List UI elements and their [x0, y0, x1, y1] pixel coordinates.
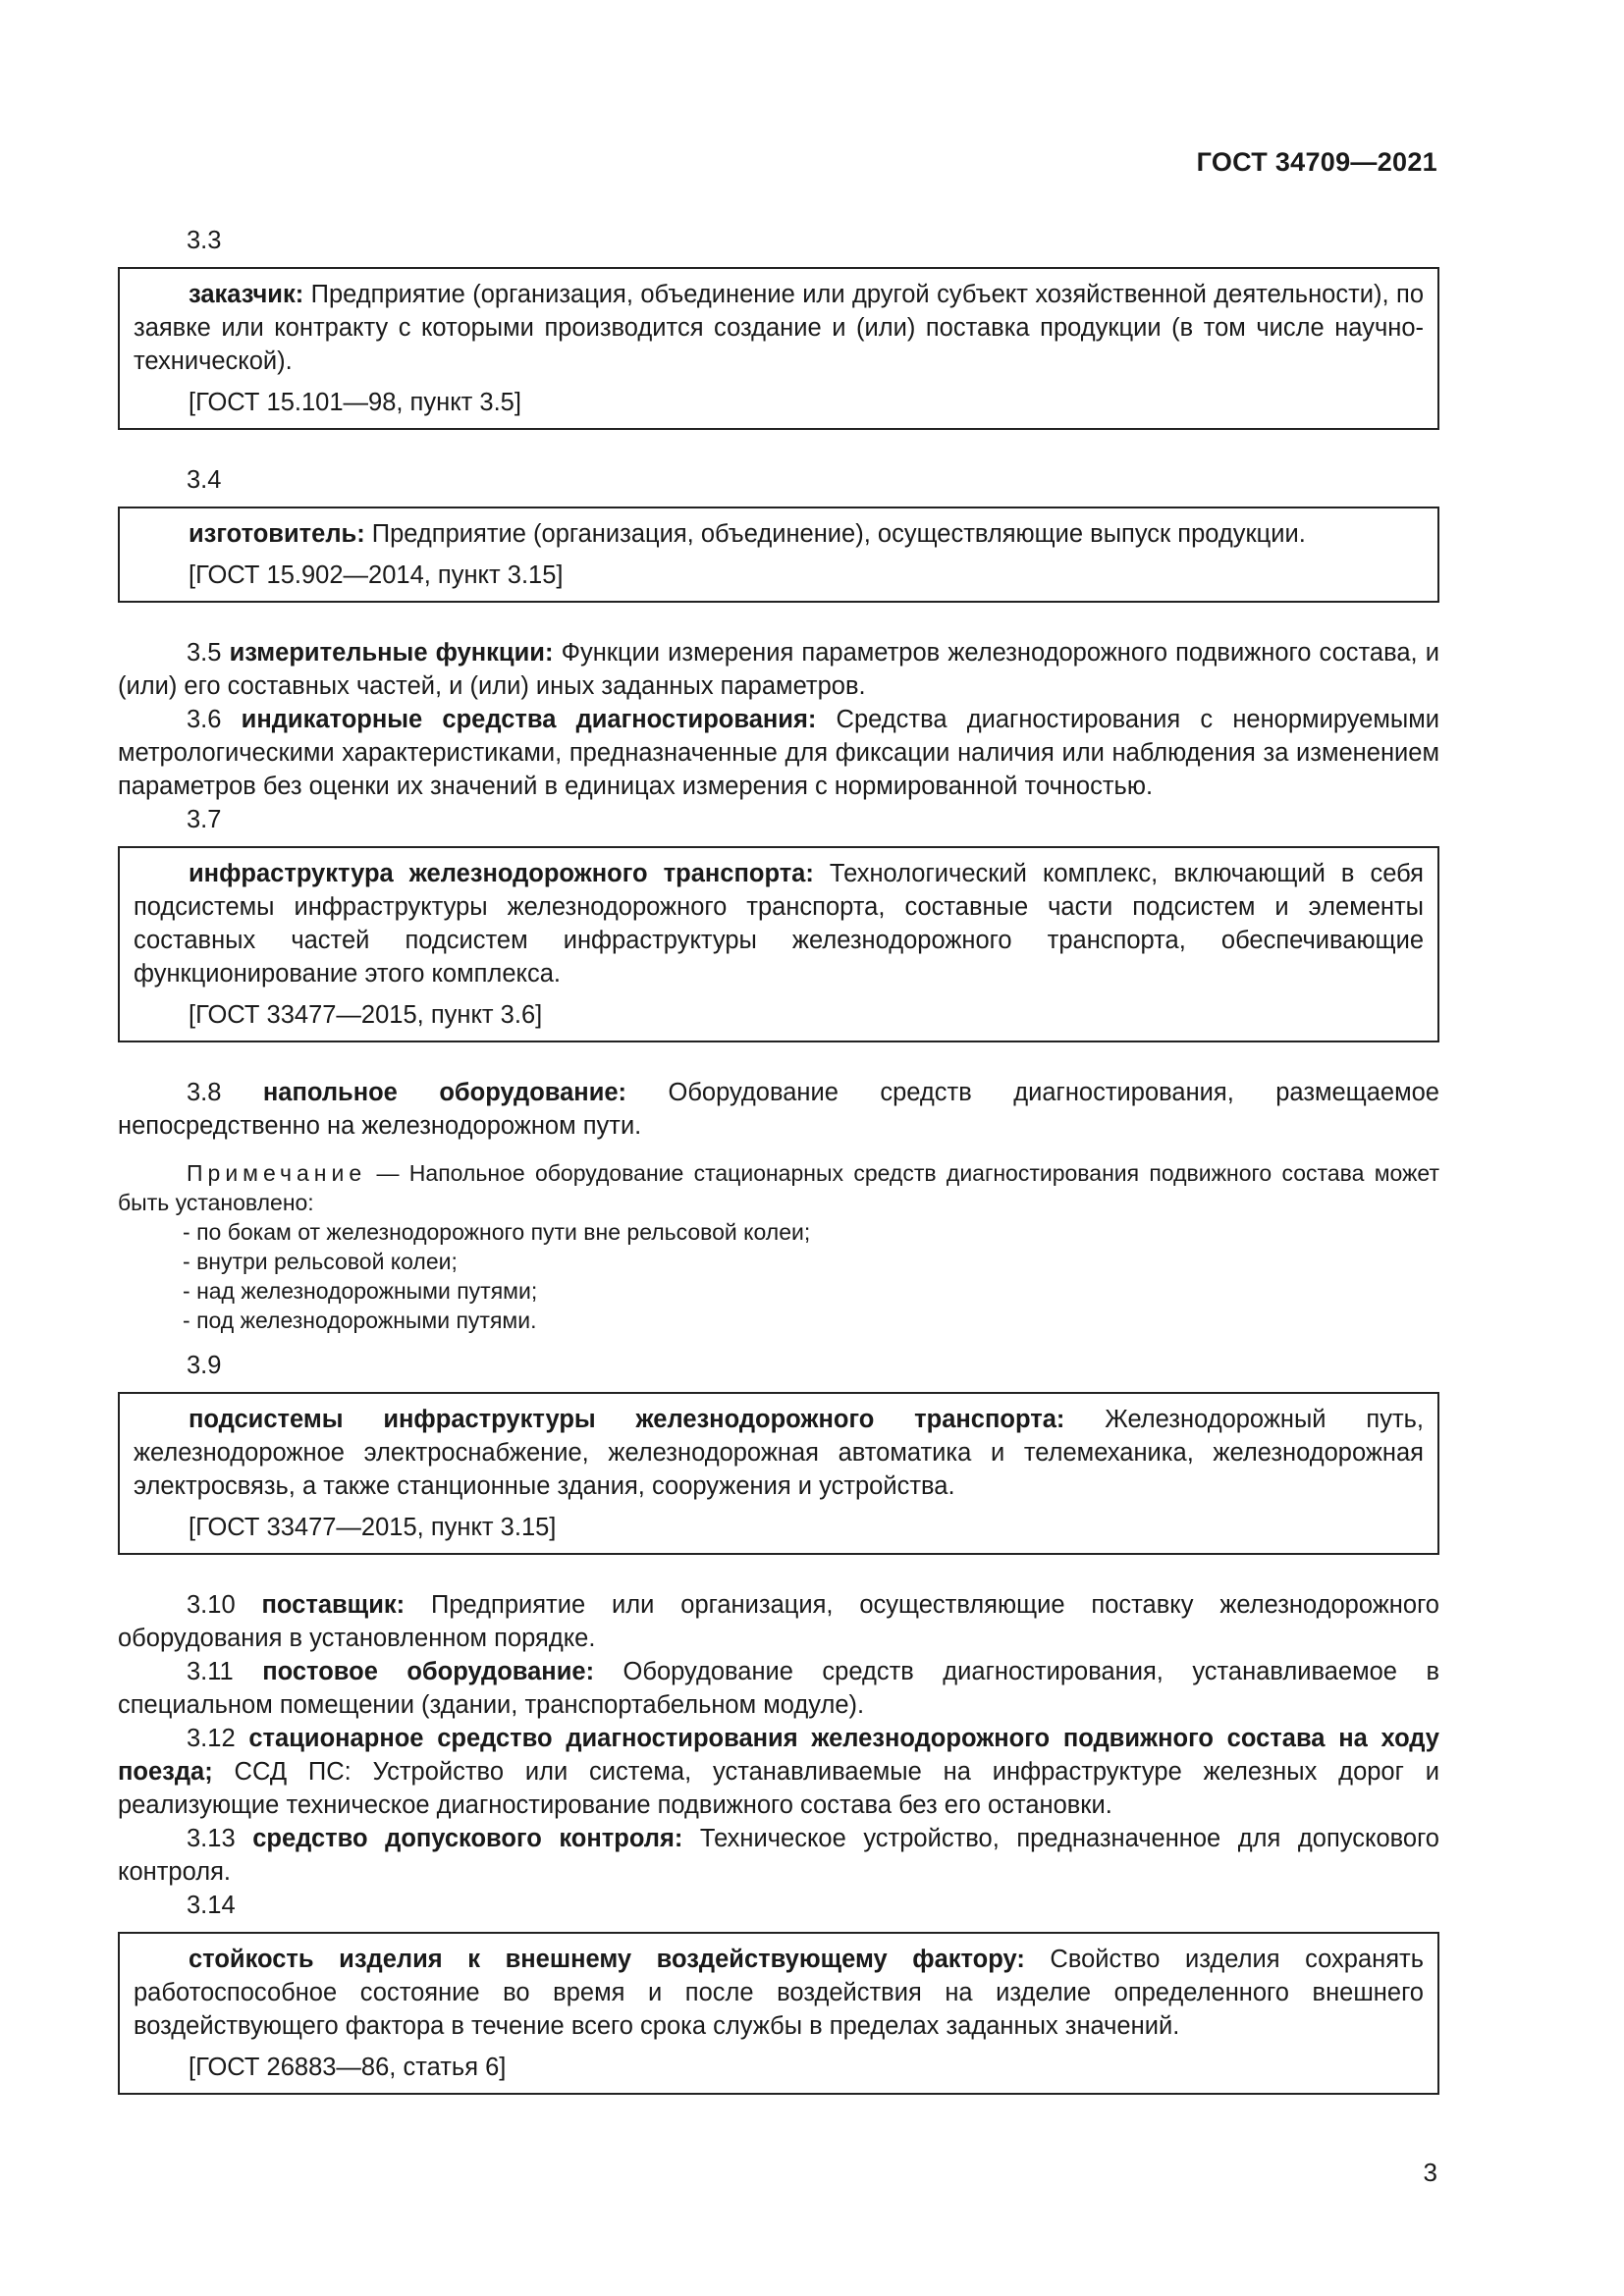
entry-number-3-3: 3.3 — [187, 227, 222, 254]
entry-number-3-13: 3.13 — [187, 1825, 236, 1852]
document-body — [118, 224, 1439, 2128]
definition-3-4: Предприятие (организация, объединение), осуществляющие выпуск продукции. — [364, 520, 1306, 548]
entry-number-3-7: 3.7 — [187, 806, 222, 833]
definition-3-11: Оборудование средств диагностирования, устанавливаемое в специальном помещении (здании, транспортабельном модуле). — [118, 1658, 1439, 1719]
definition-3-9: Железнодорожный путь, железнодорожное электроснабжение, железнодорожная автоматика и телемеханика, железнодорожная электросвязь, а также станционные здания, сооружения и устройства. — [134, 1406, 1424, 1500]
term-3-3: заказчик: — [189, 281, 304, 308]
term-3-8: напольное оборудование: — [262, 1079, 627, 1106]
entry-number-3-4: 3.4 — [187, 466, 222, 494]
note-block — [118, 1158, 1439, 1335]
entry-number-3-5: 3.5 — [187, 639, 222, 667]
definition-paragraph-3-6 — [118, 703, 1439, 803]
source-ref-3-3: [ГОСТ 15.101—98, пункт 3.5] — [189, 389, 521, 416]
definition-box-3-4 — [118, 507, 1439, 603]
definition-text-3-7 — [134, 857, 1424, 990]
entry-number-3-10: 3.10 — [187, 1591, 236, 1619]
entry-number-3-12: 3.12 — [187, 1725, 236, 1752]
term-3-5: измерительные функции: — [229, 639, 554, 667]
note-text — [118, 1158, 1439, 1217]
entry-number-3-8: 3.8 — [187, 1079, 222, 1106]
note-list-item: - под железнодорожными путями. — [183, 1306, 1439, 1335]
definition-text-3-14 — [134, 1943, 1424, 2043]
term-3-7: инфраструктура железнодорожного транспорта: — [189, 860, 814, 887]
definition-box-3-3 — [118, 267, 1439, 430]
source-ref-3-7: [ГОСТ 33477—2015, пункт 3.6] — [189, 1001, 543, 1029]
document-header: ГОСТ 34709—2021 — [1196, 147, 1437, 177]
definition-3-7: Технологический комплекс, включающий в себя подсистемы инфраструктуры железнодорожного транспорта, составные части подсистем и элементы составных частей подсистем инфраструктуры железнодорожного транспорта, обеспечивающие функционирование этого комплекса. — [134, 860, 1424, 988]
source-ref-3-9: [ГОСТ 33477—2015, пункт 3.15] — [189, 1514, 557, 1541]
definition-3-13: Техническое устройство, предназначенное для допускового контроля. — [118, 1825, 1439, 1886]
source-ref-3-14: [ГОСТ 26883—86, статья 6] — [189, 2054, 507, 2081]
definition-text-3-3 — [134, 278, 1424, 378]
term-3-11: постовое оборудование: — [262, 1658, 595, 1685]
term-3-13: средство допускового контроля: — [252, 1825, 683, 1852]
note-list-item: - по бокам от железнодорожного пути вне рельсовой колеи; — [183, 1217, 1439, 1247]
definition-box-3-7 — [118, 846, 1439, 1042]
definition-3-5: Функции измерения параметров железнодорожного подвижного состава, и (или) его составных частей, и (или) иных заданных параметров. — [118, 639, 1439, 700]
definition-paragraph-3-11 — [118, 1655, 1439, 1722]
definition-paragraph-3-13 — [118, 1822, 1439, 1889]
entry-number-3-14: 3.14 — [187, 1892, 236, 1919]
definition-3-6: Средства диагностирования с ненормируемыми метрологическими характеристиками, предназначенные для фиксации наличия или наблюдения за изменением параметров без оценки их значений в единицах измерения с нормированной точностью. — [118, 706, 1439, 800]
note-body: — Напольное оборудование стационарных средств диагностирования подвижного состава может быть установлено: — [118, 1160, 1439, 1215]
definition-paragraph-3-10 — [118, 1588, 1439, 1655]
definition-3-8: Оборудование средств диагностирования, размещаемое непосредственно на железнодорожном пути. — [118, 1079, 1439, 1140]
definition-text-3-4 — [134, 517, 1424, 551]
definition-3-3: Предприятие (организация, объединение или другой субъект хозяйственной деятельности), по заявке или контракту с которыми производится создание и (или) поставка продукции (в том числе научно-технической). — [134, 281, 1424, 375]
definition-box-3-9 — [118, 1392, 1439, 1555]
entry-number-3-6: 3.6 — [187, 706, 222, 733]
definition-paragraph-3-8 — [118, 1076, 1439, 1143]
definition-3-14: Свойство изделия сохранять работоспособное состояние во время и после воздействия на изделие определенного внешнего воздействующего фактора в течение всего срока службы в пределах заданных значений. — [134, 1946, 1424, 2040]
note-list-item: - над железнодорожными путями; — [183, 1276, 1439, 1306]
definition-paragraph-3-5 — [118, 636, 1439, 703]
definition-3-12: ССД ПС: Устройство или система, устанавливаемые на инфраструктуре железных дорог и реализующие техническое диагностирование подвижного состава без его остановки. — [118, 1758, 1439, 1819]
definition-paragraph-3-12 — [118, 1722, 1439, 1822]
term-3-12: стационарное средство диагностирования железнодорожного подвижного состава на ходу поезда; — [118, 1725, 1439, 1786]
term-3-4: изготовитель: — [189, 520, 365, 548]
note-list-item: - внутри рельсовой колеи; — [183, 1247, 1439, 1276]
term-3-10: поставщик: — [261, 1591, 406, 1619]
definition-3-10: Предприятие или организация, осуществляющие поставку железнодорожного оборудования в установленном порядке. — [118, 1591, 1439, 1652]
note-list — [118, 1217, 1439, 1335]
term-3-14: стойкость изделия к внешнему воздействующему фактору: — [189, 1946, 1025, 1973]
entry-number-3-11: 3.11 — [187, 1658, 234, 1685]
page-number: 3 — [1423, 2158, 1437, 2187]
note-label: Примечание — [187, 1160, 367, 1186]
entry-number-3-9: 3.9 — [187, 1352, 222, 1379]
definition-text-3-9 — [134, 1403, 1424, 1503]
term-3-9: подсистемы инфраструктуры железнодорожного транспорта: — [189, 1406, 1065, 1433]
source-ref-3-4: [ГОСТ 15.902—2014, пункт 3.15] — [189, 561, 564, 589]
definition-box-3-14 — [118, 1932, 1439, 2095]
term-3-6: индикаторные средства диагностирования: — [241, 706, 817, 733]
